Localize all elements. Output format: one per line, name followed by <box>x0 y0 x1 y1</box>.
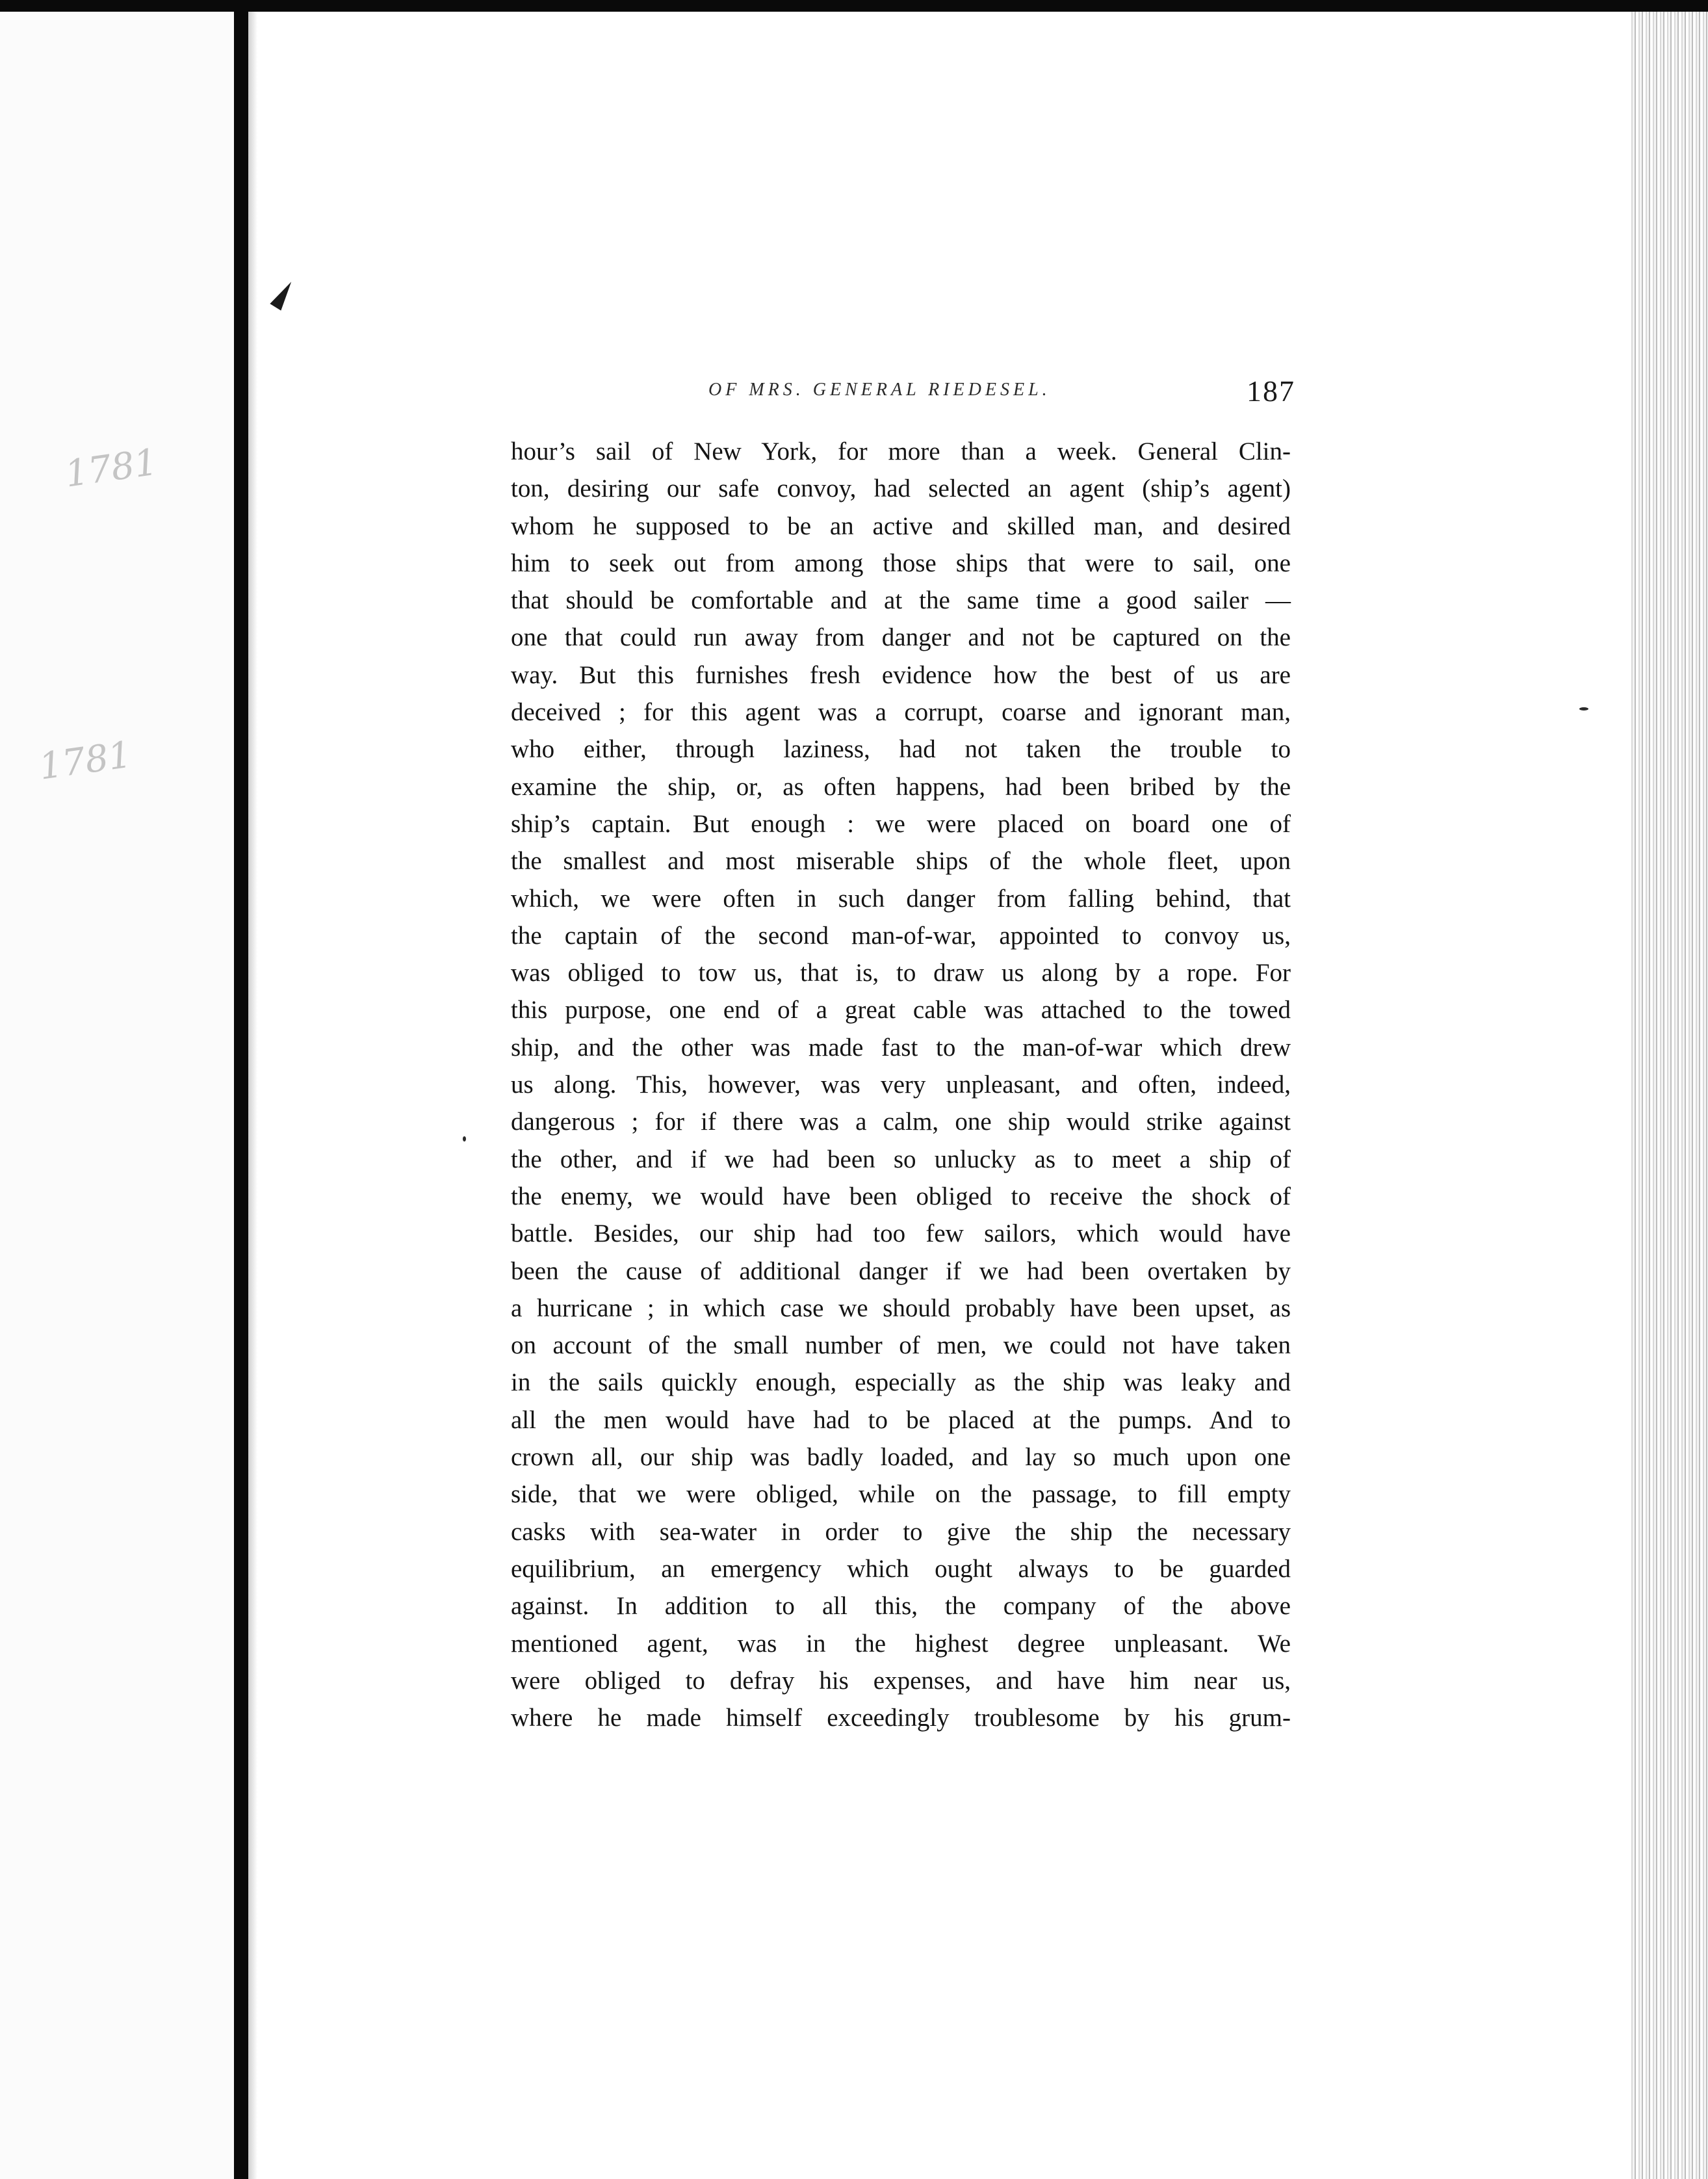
page-number: 187 <box>1247 374 1295 408</box>
text-line: casks with sea-water in order to give the ship the necessary <box>511 1517 1291 1546</box>
body-text <box>511 433 1291 1736</box>
text-line: on account of the small number of men, we could not have taken <box>511 1331 1291 1360</box>
text-line: where he made himself exceedingly troublesome by his grum- <box>511 1704 1291 1732</box>
text-line: him to seek out from among those ships that were to sail, one <box>511 549 1291 577</box>
text-line: way. But this furnishes fresh evidence how the best of us are <box>511 660 1291 689</box>
text-line: been the cause of additional danger if we had been overtaken by <box>511 1257 1291 1285</box>
text-line: which, we were often in such danger from falling behind, that <box>511 884 1291 913</box>
text-line: hour’s sail of New York, for more than a week. General Clin- <box>511 437 1291 465</box>
running-head: OF MRS. GENERAL RIEDESEL. <box>708 380 1051 400</box>
text-line: ton, desiring our safe convoy, had selected an agent (ship’s agent) <box>511 475 1291 503</box>
text-line: that should be comfortable and at the same time a good sailer — <box>511 586 1291 615</box>
text-line: battle. Besides, our ship had too few sailors, which would have <box>511 1220 1291 1248</box>
text-line: was obliged to tow us, that is, to draw us along by a rope. For <box>511 959 1291 987</box>
text-line: ship, and the other was made fast to the man-of-war which drew <box>511 1033 1291 1062</box>
margin-note: 1781 <box>36 733 135 789</box>
ink-speck <box>1579 707 1588 711</box>
text-line: mentioned agent, was in the highest degree unpleasant. We <box>511 1629 1291 1658</box>
text-line: against. In addition to all this, the company of the above <box>511 1592 1291 1621</box>
text-line: side, that we were obliged, while on the passage, to fill empty <box>511 1480 1291 1509</box>
text-line: deceived ; for this agent was a corrupt, coarse and ignorant man, <box>511 698 1291 727</box>
text-line: the other, and if we had been so unlucky as to meet a ship of <box>511 1145 1291 1173</box>
page-edges <box>1629 12 1708 2179</box>
text-line: the smallest and most miserable ships of the whole fleet, upon <box>511 847 1291 876</box>
ink-speck <box>463 1136 466 1142</box>
book-gutter <box>234 0 248 2179</box>
text-line: equilibrium, an emergency which ought always to be guarded <box>511 1554 1291 1583</box>
text-line: were obliged to defray his expenses, and have him near us, <box>511 1666 1291 1695</box>
text-line: in the sails quickly enough, especially as the ship was leaky and <box>511 1368 1291 1397</box>
text-line: us along. This, however, was very unpleasant, and often, indeed, <box>511 1071 1291 1099</box>
facing-page <box>0 12 234 2179</box>
text-line: whom he supposed to be an active and skilled man, and desired <box>511 512 1291 540</box>
text-line: the enemy, we would have been obliged to receive the shock of <box>511 1182 1291 1210</box>
text-line: who either, through laziness, had not taken the trouble to <box>511 735 1291 764</box>
text-line: dangerous ; for if there was a calm, one ship would strike against <box>511 1108 1291 1136</box>
text-line: the captain of the second man-of-war, appointed to convoy us, <box>511 921 1291 950</box>
text-line: examine the ship, or, as often happens, had been bribed by the <box>511 772 1291 801</box>
text-line: ship’s captain. But enough : we were placed on board one of <box>511 809 1291 838</box>
text-line: this purpose, one end of a great cable was attached to the towed <box>511 996 1291 1024</box>
text-line: crown all, our ship was badly loaded, and lay so much upon one <box>511 1443 1291 1472</box>
scan-top-border <box>0 0 1708 12</box>
margin-note: 1781 <box>62 441 161 496</box>
text-line: one that could run away from danger and not be captured on the <box>511 623 1291 652</box>
gutter-shadow <box>248 12 257 2179</box>
text-line: a hurricane ; in which case we should probably have been upset, as <box>511 1294 1291 1322</box>
text-line: all the men would have had to be placed at the pumps. And to <box>511 1405 1291 1434</box>
